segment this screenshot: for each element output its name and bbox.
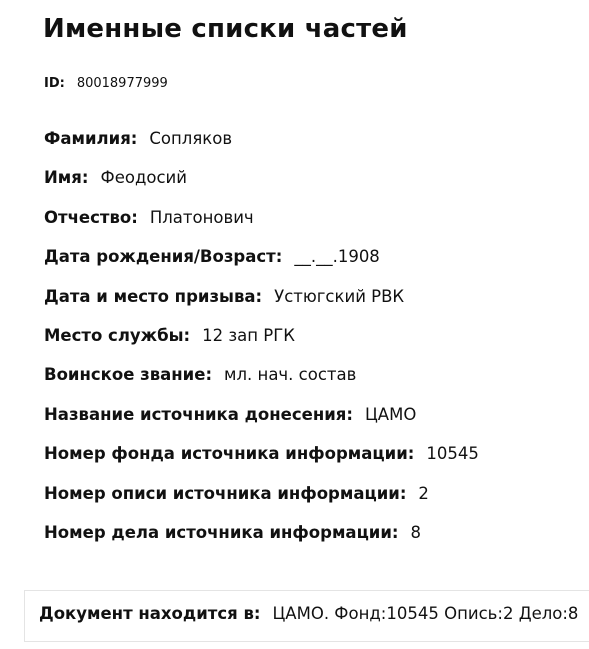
field-label: Номер фонда источника информации: [44,444,415,464]
field-birth-date [44,246,479,285]
field-label: Дата рождения/Возраст: [44,247,283,267]
page-title: Именные списки частей [43,14,408,44]
field-value: __.__.1908 [294,247,380,267]
field-value: Устюгский РВК [274,286,405,306]
field-label: Отчество: [44,207,138,227]
field-service-place [44,325,479,364]
field-value: 2 [418,483,429,503]
field-patronymic [44,207,479,246]
document-location-box [24,590,589,642]
field-label: Имя: [44,168,89,188]
record-id [44,76,168,91]
record-id-label: ID: [44,76,65,91]
field-first-name [44,167,479,206]
field-fund-number [44,443,479,482]
document-location-value: ЦАМО. Фонд:10545 Опись:2 Дело:8 [272,604,579,623]
document-location-label: Документ находится в: [39,604,261,623]
field-label: Номер дела источника информации: [44,522,399,542]
field-file-number [44,522,479,561]
field-value: 10545 [426,444,479,464]
field-rank [44,364,479,403]
field-label: Название источника донесения: [44,404,353,424]
document-location [39,603,578,625]
field-label: Фамилия: [44,129,138,148]
field-source-name [44,404,479,443]
field-value: Платонович [149,207,254,227]
field-label: Воинское звание: [44,365,213,385]
field-surname [44,128,479,167]
field-inventory-number [44,483,479,522]
field-label: Место службы: [44,325,191,345]
field-label: Дата и место призыва: [44,286,263,306]
field-value: ЦАМО [365,404,417,424]
record-fields [44,128,479,561]
record-id-value: 80018977999 [76,76,168,91]
field-value: Феодосий [100,168,187,188]
field-value: Сопляков [149,129,233,148]
field-label: Номер описи источника информации: [44,483,407,503]
field-value: мл. нач. состав [224,365,357,385]
field-value: 12 зап РГК [202,325,296,345]
field-value: 8 [410,522,422,542]
field-draft-place [44,286,479,325]
